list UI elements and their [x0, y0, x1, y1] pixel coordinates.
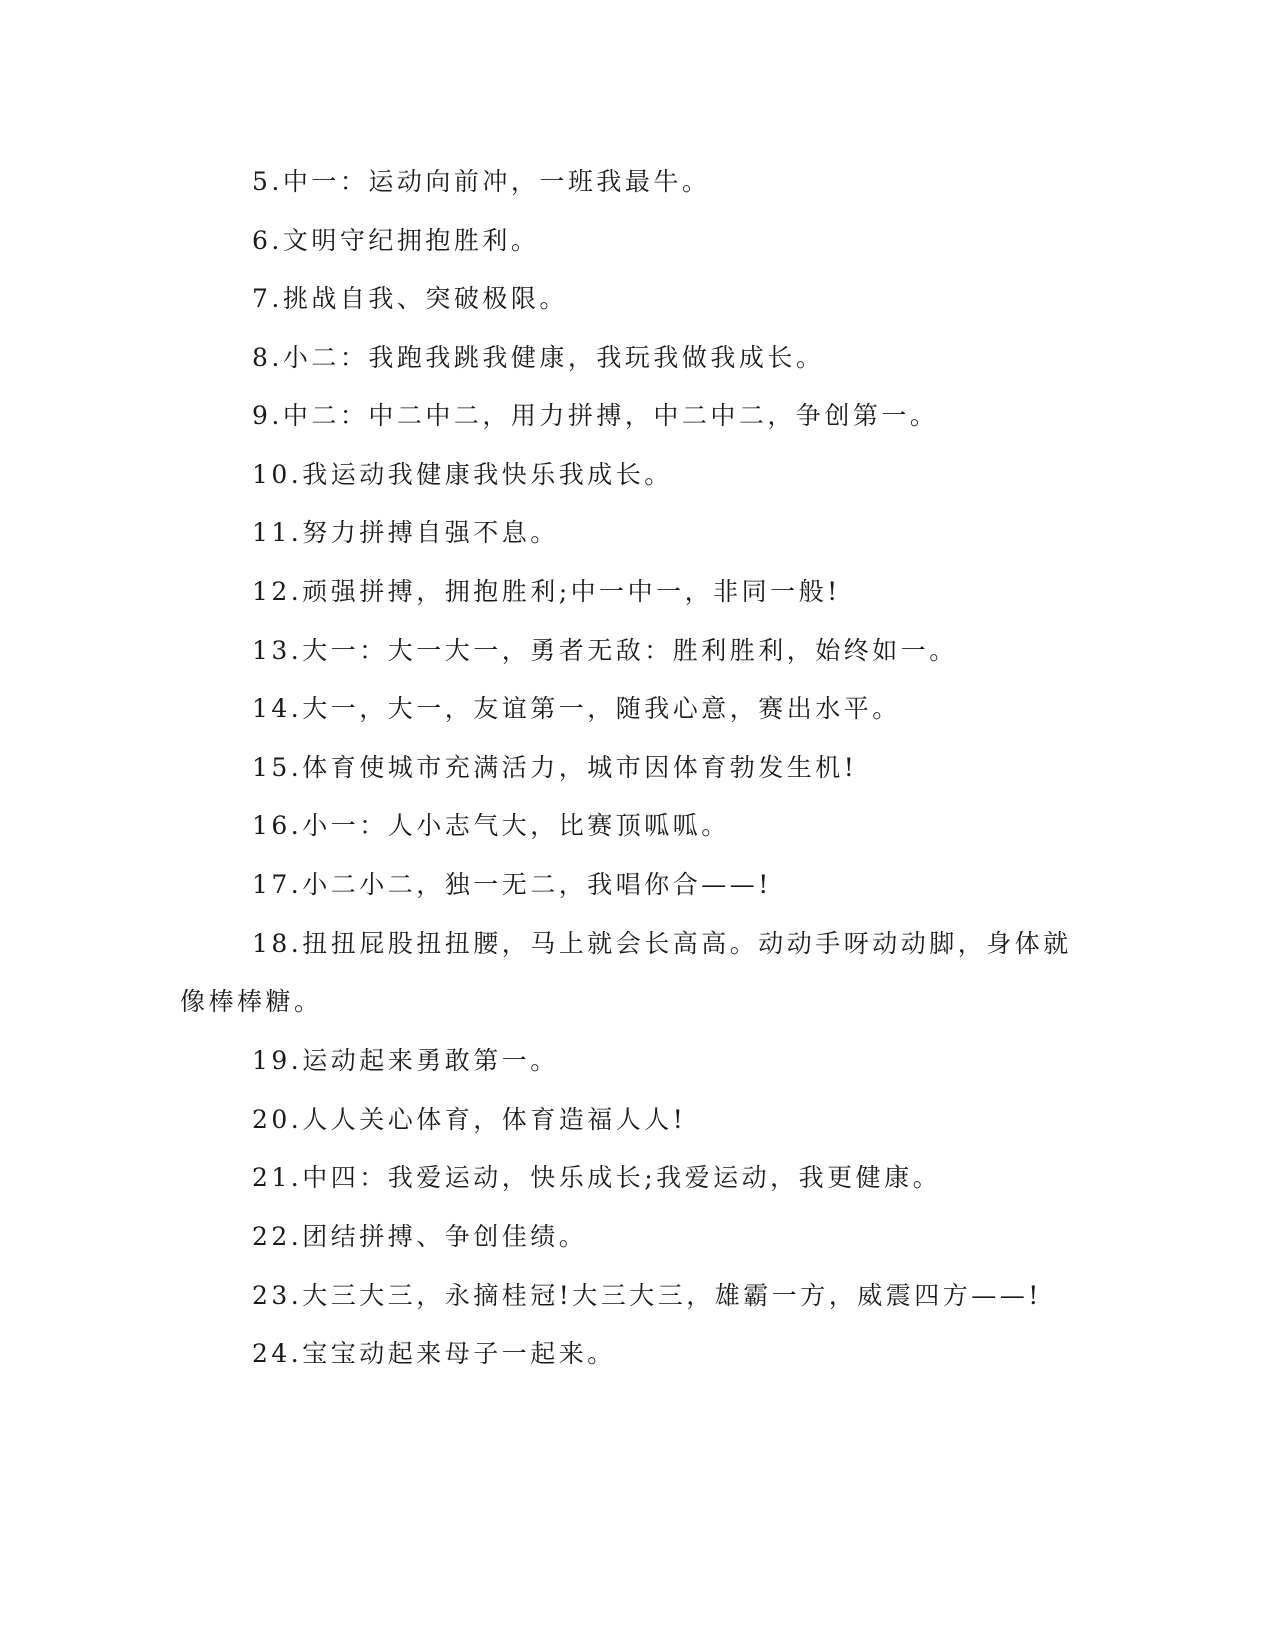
slogan-line-15: 15.体育使城市充满活力，城市因体育勃发生机!	[252, 753, 858, 782]
slogan-line-13: 13.大一：大一大一，勇者无敌：胜利胜利，始终如一。	[252, 636, 958, 665]
slogan-line-12: 12.顽强拼搏，拥抱胜利;中一中一，非同一般!	[252, 577, 841, 606]
slogan-line-10: 10.我运动我健康我快乐我成长。	[252, 460, 673, 489]
slogan-line-8: 8.小二：我跑我跳我健康，我玩我做我成长。	[252, 343, 825, 372]
slogan-line-5: 5.中一：运动向前冲，一班我最牛。	[252, 167, 711, 196]
slogan-line-22: 22.团结拼搏、争创佳绩。	[252, 1222, 588, 1251]
slogan-line-24: 24.宝宝动起来母子一起来。	[252, 1339, 616, 1368]
slogan-line-6: 6.文明守纪拥抱胜利。	[252, 226, 540, 255]
slogan-line-18-continued: 像棒棒糖。	[180, 987, 323, 1016]
slogan-line-14: 14.大一，大一，友谊第一，随我心意，赛出水平。	[252, 694, 901, 723]
slogan-line-19: 19.运动起来勇敢第一。	[252, 1046, 559, 1075]
slogan-line-18: 18.扭扭屁股扭扭腰，马上就会长高高。动动手呀动动脚，身体就	[252, 929, 1072, 958]
slogan-line-11: 11.努力拼搏自强不息。	[252, 518, 559, 547]
slogan-line-9: 9.中二：中二中二，用力拼搏，中二中二，争创第一。	[252, 401, 939, 430]
slogan-line-7: 7.挑战自我、突破极限。	[252, 284, 568, 313]
slogan-line-21: 21.中四：我爱运动，快乐成长;我爱运动，我更健康。	[252, 1163, 942, 1192]
slogan-line-20: 20.人人关心体育，体育造福人人!	[252, 1105, 687, 1134]
slogan-line-16: 16.小一：人小志气大，比赛顶呱呱。	[252, 811, 730, 840]
slogan-line-23: 23.大三大三，永摘桂冠!大三大三，雄霸一方，威震四方——!	[252, 1281, 1042, 1310]
slogan-line-17: 17.小二小二，独一无二，我唱你合——!	[252, 870, 772, 899]
